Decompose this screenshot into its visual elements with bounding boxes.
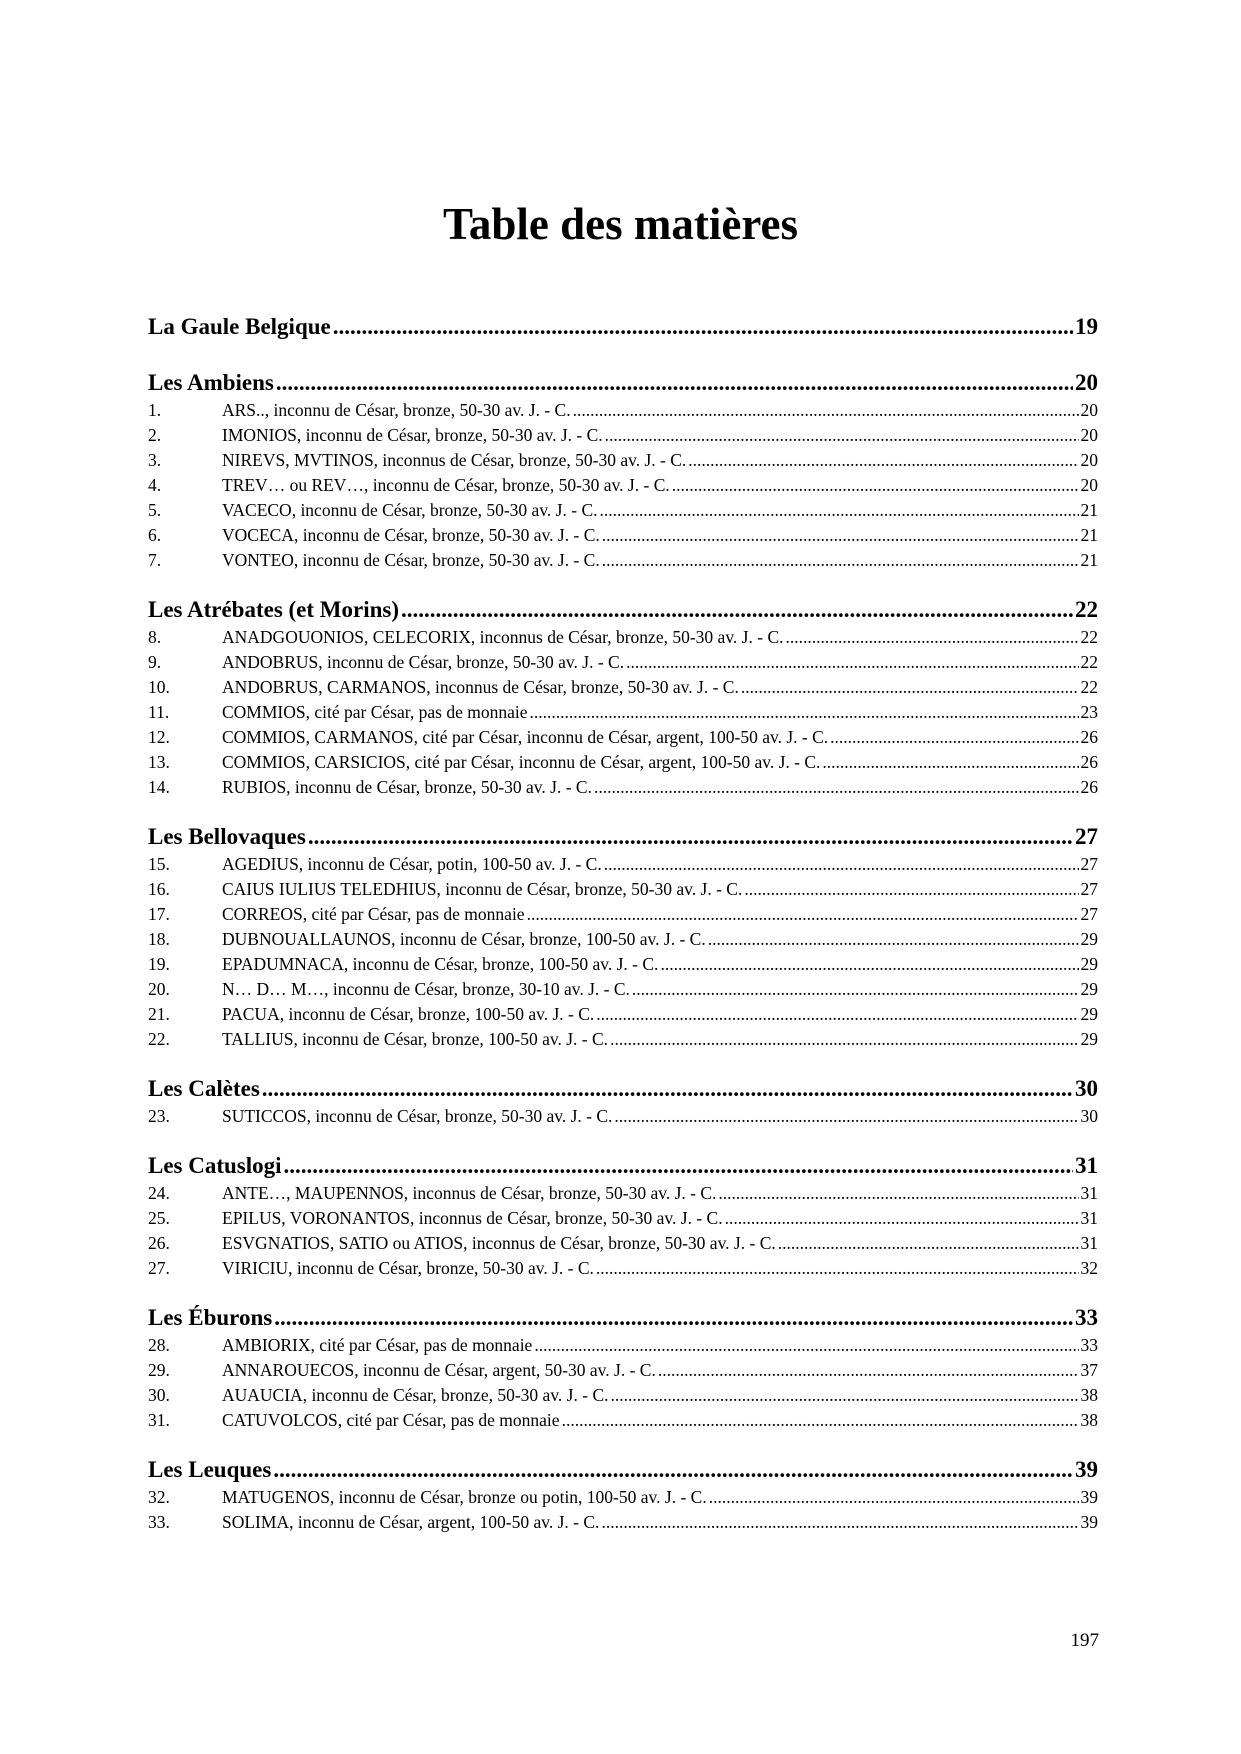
section-title: Les Atrébates (et Morins) <box>148 597 400 622</box>
entry-text: AMBIORIX, cité par César, pas de monnaie <box>222 1335 533 1355</box>
entry-number: 32. <box>148 1487 170 1507</box>
section-title: Les Catuslogi <box>148 1153 282 1178</box>
toc-section <box>148 1151 1098 1281</box>
toc-entry[interactable] <box>148 1383 1098 1408</box>
toc-section <box>148 595 1098 800</box>
entry-page: 26 <box>1080 752 1098 772</box>
entry-number: 24. <box>148 1183 170 1203</box>
dot-leader <box>602 523 1079 548</box>
entry-text: COMMIOS, CARMANOS, cité par César, inconnu de César, argent, 100-50 av. J. - C. <box>222 727 829 747</box>
entry-number: 23. <box>148 1106 170 1126</box>
entry-page: 22 <box>1080 627 1098 647</box>
entry-number: 2. <box>148 425 162 445</box>
entry-text: MATUGENOS, inconnu de César, bronze ou potin, 100-50 av. J. - C. <box>222 1487 707 1507</box>
toc-section-heading[interactable] <box>148 312 1098 342</box>
toc-section-heading[interactable] <box>148 1151 1098 1181</box>
entry-number: 15. <box>148 854 170 874</box>
entry-number: 1. <box>148 400 162 420</box>
entry-text: AUAUCIA, inconnu de César, bronze, 50-30 av. J. - C. <box>222 1385 609 1405</box>
dot-leader <box>534 1333 1078 1358</box>
entry-text: VACECO, inconnu de César, bronze, 50-30 av. J. - C. <box>222 500 598 520</box>
entry-page: 27 <box>1080 904 1098 924</box>
entry-text: VONTEO, inconnu de César, bronze, 50-30 av. J. - C. <box>222 550 600 570</box>
entry-text: ANTE…, MAUPENNOS, inconnus de César, bronze, 50-30 av. J. - C. <box>222 1183 717 1203</box>
entry-text: SOLIMA, inconnu de César, argent, 100-50 av. J. - C. <box>222 1512 600 1532</box>
section-title: La Gaule Belgique <box>148 314 331 339</box>
entry-text: COMMIOS, cité par César, pas de monnaie <box>222 702 528 722</box>
entry-text: N… D… M…, inconnu de César, bronze, 30-10 av. J. - C. <box>222 979 630 999</box>
toc-section-heading[interactable] <box>148 822 1098 852</box>
entry-number: 7. <box>148 550 162 570</box>
entry-page: 38 <box>1080 1385 1098 1405</box>
dot-leader <box>709 1485 1079 1510</box>
section-page: 27 <box>1075 824 1098 849</box>
dot-leader <box>562 1408 1079 1433</box>
toc-entry[interactable] <box>148 877 1098 902</box>
toc-entry[interactable] <box>148 725 1098 750</box>
toc-entry[interactable] <box>148 423 1098 448</box>
entry-page: 21 <box>1080 500 1098 520</box>
entry-text: ANNAROUECOS, inconnu de César, argent, 50-30 av. J. - C. <box>222 1360 656 1380</box>
entry-number: 30. <box>148 1385 170 1405</box>
section-page: 33 <box>1075 1305 1098 1330</box>
entry-number: 6. <box>148 525 162 545</box>
entry-text: VOCECA, inconnu de César, bronze, 50-30 av. J. - C. <box>222 525 600 545</box>
entry-number: 5. <box>148 500 162 520</box>
toc-section <box>148 1303 1098 1433</box>
entry-number: 8. <box>148 627 162 647</box>
entry-page: 20 <box>1080 425 1098 445</box>
entry-text: RUBIOS, inconnu de César, bronze, 50-30 av. J. - C. <box>222 777 592 797</box>
toc-entry[interactable] <box>148 1027 1098 1052</box>
entry-page: 37 <box>1080 1360 1098 1380</box>
dot-leader <box>830 725 1078 750</box>
dot-leader <box>658 1358 1079 1383</box>
dot-leader <box>741 675 1079 700</box>
toc-section <box>148 1455 1098 1535</box>
toc-entry[interactable] <box>148 675 1098 700</box>
dot-leader <box>778 1231 1079 1256</box>
toc-section-heading[interactable] <box>148 1074 1098 1104</box>
dot-leader <box>284 1151 1073 1181</box>
toc-entry[interactable] <box>148 498 1098 523</box>
dot-leader <box>308 822 1073 852</box>
toc-section <box>148 312 1098 342</box>
entry-number: 11. <box>148 702 170 722</box>
toc-entry[interactable] <box>148 927 1098 952</box>
toc-section-heading[interactable] <box>148 1455 1098 1485</box>
toc-entry[interactable] <box>148 1358 1098 1383</box>
entry-page: 22 <box>1080 652 1098 672</box>
entry-page: 29 <box>1080 929 1098 949</box>
entry-text: IMONIOS, inconnu de César, bronze, 50-30 av. J. - C. <box>222 425 603 445</box>
table-of-contents <box>148 290 1098 1535</box>
entry-text: SUTICCOS, inconnu de César, bronze, 50-30 av. J. - C. <box>222 1106 613 1126</box>
entry-text: DUBNOUALLAUNOS, inconnu de César, bronze, 100-50 av. J. - C. <box>222 929 706 949</box>
toc-entry[interactable] <box>148 750 1098 775</box>
dot-leader <box>605 423 1079 448</box>
section-page: 39 <box>1075 1457 1098 1482</box>
dot-leader <box>786 625 1079 650</box>
entry-page: 27 <box>1080 854 1098 874</box>
entry-number: 17. <box>148 904 170 924</box>
toc-section-heading[interactable] <box>148 595 1098 625</box>
entry-page: 20 <box>1080 475 1098 495</box>
entry-number: 14. <box>148 777 170 797</box>
section-title: Les Leuques <box>148 1457 272 1482</box>
entry-page: 39 <box>1080 1512 1098 1532</box>
section-page: 20 <box>1075 370 1098 395</box>
entry-number: 16. <box>148 879 170 899</box>
entry-page: 27 <box>1080 879 1098 899</box>
entry-text: EPILUS, VORONANTOS, inconnus de César, bronze, 50-30 av. J. - C. <box>222 1208 723 1228</box>
entry-page: 31 <box>1080 1233 1098 1253</box>
entry-number: 13. <box>148 752 170 772</box>
entry-number: 33. <box>148 1512 170 1532</box>
toc-entry[interactable] <box>148 650 1098 675</box>
toc-entry[interactable] <box>148 1408 1098 1433</box>
section-page: 22 <box>1075 597 1098 622</box>
section-title: Les Calètes <box>148 1076 260 1101</box>
entry-text: VIRICIU, inconnu de César, bronze, 50-30 av. J. - C. <box>222 1258 594 1278</box>
dot-leader <box>688 448 1078 473</box>
entry-number: 20. <box>148 979 170 999</box>
dot-leader <box>718 1181 1078 1206</box>
entry-number: 9. <box>148 652 162 672</box>
section-page: 31 <box>1075 1153 1098 1178</box>
entry-number: 27. <box>148 1258 170 1278</box>
section-page: 19 <box>1075 314 1098 339</box>
section-title: Les Bellovaques <box>148 824 306 849</box>
dot-leader <box>273 1455 1073 1485</box>
dot-leader <box>596 1256 1079 1281</box>
entry-text: CAIUS IULIUS TELEDHIUS, inconnu de César, bronze, 50-30 av. J. - C. <box>222 879 743 899</box>
entry-text: TREV… ou REV…, inconnu de César, bronze, 50-30 av. J. - C. <box>222 475 670 495</box>
dot-leader <box>626 650 1078 675</box>
entry-text: CORREOS, cité par César, pas de monnaie <box>222 904 525 924</box>
dot-leader <box>601 1510 1078 1535</box>
toc-entry[interactable] <box>148 700 1098 725</box>
entry-number: 4. <box>148 475 162 495</box>
entry-number: 19. <box>148 954 170 974</box>
toc-section <box>148 368 1098 573</box>
dot-leader <box>600 498 1079 523</box>
entry-number: 29. <box>148 1360 170 1380</box>
entry-number: 21. <box>148 1004 170 1024</box>
entry-text: ARS.., inconnu de César, bronze, 50-30 av. J. - C. <box>222 400 571 420</box>
dot-leader <box>725 1206 1079 1231</box>
entry-text: ANADGOUONIOS, CELECORIX, inconnus de César, bronze, 50-30 av. J. - C. <box>222 627 784 647</box>
toc-entry[interactable] <box>148 448 1098 473</box>
dot-leader <box>529 700 1078 725</box>
dot-leader <box>401 595 1073 625</box>
section-title: Les Éburons <box>148 1305 273 1330</box>
entry-page: 22 <box>1080 677 1098 697</box>
entry-text: CATUVOLCOS, cité par César, pas de monnaie <box>222 1410 560 1430</box>
toc-entry[interactable] <box>148 1256 1098 1281</box>
entry-page: 26 <box>1080 727 1098 747</box>
dot-leader <box>527 902 1079 927</box>
dot-leader <box>614 1104 1078 1129</box>
dot-leader <box>610 1027 1078 1052</box>
page-title: Table des matières <box>443 199 798 249</box>
toc-entry[interactable] <box>148 775 1098 800</box>
toc-entry[interactable] <box>148 523 1098 548</box>
entry-page: 29 <box>1080 1004 1098 1024</box>
dot-leader <box>822 750 1078 775</box>
dot-leader <box>744 877 1078 902</box>
dot-leader <box>596 1002 1078 1027</box>
dot-leader <box>660 952 1078 977</box>
entry-page: 30 <box>1080 1106 1098 1126</box>
toc-entry[interactable] <box>148 1510 1098 1535</box>
dot-leader <box>274 1303 1073 1333</box>
toc-section <box>148 1074 1098 1129</box>
toc-entry[interactable] <box>148 1206 1098 1231</box>
toc-section <box>148 822 1098 1052</box>
entry-number: 22. <box>148 1029 170 1049</box>
entry-number: 31. <box>148 1410 170 1430</box>
entry-number: 3. <box>148 450 162 470</box>
entry-page: 32 <box>1080 1258 1098 1278</box>
entry-page: 39 <box>1080 1487 1098 1507</box>
toc-entry[interactable] <box>148 1231 1098 1256</box>
entry-text: AGEDIUS, inconnu de César, potin, 100-50 av. J. - C. <box>222 854 602 874</box>
entry-page: 38 <box>1080 1410 1098 1430</box>
entry-page: 20 <box>1080 450 1098 470</box>
entry-text: NIREVS, MVTINOS, inconnus de César, bronze, 50-30 av. J. - C. <box>222 450 687 470</box>
toc-entry[interactable] <box>148 1181 1098 1206</box>
entry-number: 18. <box>148 929 170 949</box>
section-title: Les Ambiens <box>148 370 274 395</box>
entry-page: 29 <box>1080 1029 1098 1049</box>
entry-page: 26 <box>1080 777 1098 797</box>
toc-entry[interactable] <box>148 1333 1098 1358</box>
toc-section-heading[interactable] <box>148 1303 1098 1333</box>
entry-text: ANDOBRUS, CARMANOS, inconnus de César, bronze, 50-30 av. J. - C. <box>222 677 739 697</box>
toc-entry[interactable] <box>148 398 1098 423</box>
entry-page: 23 <box>1080 702 1098 722</box>
toc-entry[interactable] <box>148 1002 1098 1027</box>
dot-leader <box>604 852 1079 877</box>
dot-leader <box>632 977 1079 1002</box>
entry-number: 26. <box>148 1233 170 1253</box>
entry-text: PACUA, inconnu de César, bronze, 100-50 av. J. - C. <box>222 1004 595 1024</box>
dot-leader <box>333 312 1073 342</box>
dot-leader <box>672 473 1079 498</box>
entry-page: 31 <box>1080 1208 1098 1228</box>
entry-page: 33 <box>1080 1335 1098 1355</box>
toc-entry[interactable] <box>148 952 1098 977</box>
dot-leader <box>708 927 1079 952</box>
entry-page: 31 <box>1080 1183 1098 1203</box>
entry-text: EPADUMNACA, inconnu de César, bronze, 100-50 av. J. - C. <box>222 954 659 974</box>
entry-text: ESVGNATIOS, SATIO ou ATIOS, inconnus de César, bronze, 50-30 av. J. - C. <box>222 1233 776 1253</box>
dot-leader <box>594 775 1079 800</box>
entry-text: COMMIOS, CARSICIOS, cité par César, inconnu de César, argent, 100-50 av. J. - C. <box>222 752 821 772</box>
page-number: 197 <box>1070 1630 1099 1651</box>
toc-entry[interactable] <box>148 852 1098 877</box>
toc-entry[interactable] <box>148 473 1098 498</box>
entry-page: 29 <box>1080 979 1098 999</box>
toc-section-heading[interactable] <box>148 368 1098 398</box>
toc-entry[interactable] <box>148 625 1098 650</box>
dot-leader <box>276 368 1073 398</box>
entry-number: 25. <box>148 1208 170 1228</box>
entry-page: 20 <box>1080 400 1098 420</box>
entry-page: 29 <box>1080 954 1098 974</box>
dot-leader <box>602 548 1079 573</box>
section-page: 30 <box>1075 1076 1098 1101</box>
dot-leader <box>611 1383 1079 1408</box>
entry-number: 28. <box>148 1335 170 1355</box>
entry-page: 21 <box>1080 525 1098 545</box>
toc-entry[interactable] <box>148 977 1098 1002</box>
entry-number: 10. <box>148 677 170 697</box>
dot-leader <box>262 1074 1073 1104</box>
entry-page: 21 <box>1080 550 1098 570</box>
dot-leader <box>573 398 1079 423</box>
entry-number: 12. <box>148 727 170 747</box>
toc-entry[interactable] <box>148 1104 1098 1129</box>
toc-entry[interactable] <box>148 548 1098 573</box>
toc-entry[interactable] <box>148 1485 1098 1510</box>
entry-text: ANDOBRUS, inconnu de César, bronze, 50-30 av. J. - C. <box>222 652 625 672</box>
toc-entry[interactable] <box>148 902 1098 927</box>
entry-text: TALLIUS, inconnu de César, bronze, 100-50 av. J. - C. <box>222 1029 609 1049</box>
